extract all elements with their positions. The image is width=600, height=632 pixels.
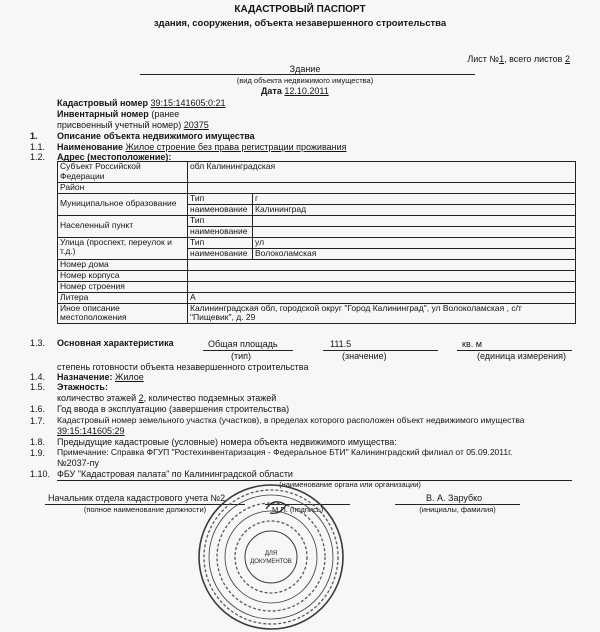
characteristic-unit: кв. м [462,339,482,349]
caption-unit: (единица измерения) [477,351,566,361]
section-1-10-num: 1.10. [30,469,51,479]
address-table [57,161,576,324]
section-1-2-title: Адрес (местоположение): [57,152,172,162]
table-row: наименование Калининград [58,204,576,215]
previous-number-row: присвоенный учетный номер) 20375 [57,120,209,130]
table-row: Номер корпуса [58,270,576,281]
cadastral-number-row: Кадастровый номер 39:15:141605:0:21 [57,98,226,108]
sheet-info: Лист №1, всего листов 2 [467,54,570,64]
table-row: Населенный пункт Тип [58,215,576,226]
characteristic-type: Общая площадь [208,339,278,349]
section-1-5-num: 1.5. [30,382,46,392]
document-subtitle: здания, сооружения, объекта незавершенного строительства [153,18,447,29]
section-1-9-line2: №2037-пу [57,458,100,468]
sheet-number: 1 [499,54,505,64]
object-name: Жилое строение без права регистрации проживания [125,142,347,152]
cadastral-number: 39:15:141605:0:21 [150,98,226,108]
inventory-number-row: Инвентарный номер (ранее [57,109,180,119]
table-row: Субъект Российской Федерации обл Калининградская [58,162,576,183]
caption-type: (тип) [231,351,252,361]
sheet-total: 2 [564,54,570,64]
object-type-caption: (вид объекта недвижимого имущества) [236,76,374,85]
table-row: наименование [58,226,576,237]
floors-row: количество этажей 2, количество подземных этажей [57,393,277,403]
section-1-3-num: 1.3. [30,338,46,348]
object-type-line [140,74,475,75]
document-title: КАДАСТРОВЫЙ ПАСПОРТ [234,4,366,15]
table-row: Литера А [58,292,576,303]
characteristic-value: 111.5 [330,339,352,349]
section-1-7: Кадастровый номер земельного участка (участков), в пределах которого расположен объект недвижимого имущества [57,415,525,425]
name-caption: (инициалы, фамилия) [419,505,496,514]
table-row: Иное описание местоположения Калининградская обл, городской округ "Город Калининград", ул Волоколамская , с/т "Пищевик", д. 29 [58,303,576,324]
section-1-8-num: 1.8. [30,437,46,447]
stamp-text: ДОКУМЕНТОВ [250,559,292,565]
purpose-value: Жилое [115,372,144,382]
table-row: Муниципальное образование Тип г [58,193,576,204]
floors-value: 2 [138,393,144,403]
table-row: Улица (проспект, переулок и т.д.) Тип ул [58,237,576,248]
section-1-title: Описание объекта недвижимого имущества [57,131,255,141]
readiness-label: степень готовности объекта незавершенного строительства [57,362,309,372]
organization-name: ФБУ "Кадастровая палата" по Калининградской области [57,469,293,479]
organization-caption: (наименование органа или организации) [279,480,421,489]
signatory-position: Начальник отдела кадастрового учета №2 [48,493,226,503]
section-1-4: Назначение: Жилое [57,372,144,382]
section-1-7-num: 1.7. [30,416,46,426]
section-1-6: Год ввода в эксплуатацию (завершения строительства) [57,404,290,414]
official-stamp [196,482,346,632]
section-1-2-num: 1.2. [30,152,46,162]
signatory-name: В. А. Зарубко [426,493,483,503]
object-type: Здание [289,64,321,74]
table-row: наименование Волоколамская [58,248,576,259]
mp-caption: М.П. (подпись) [272,505,324,514]
caption-value: (значение) [342,351,387,361]
table-row: Номер дома [58,259,576,270]
table-row: Район [58,182,576,193]
land-plot-number: 39:15:141605:29 [57,426,125,436]
section-1-9: Примечание: Справка ФГУП "Ростехинвентаризация - Федеральное БТИ" Калининградский филиал от 05.09.2011г. [57,447,513,457]
date-value: 12.10.2011 [284,86,329,96]
section-1-9-num: 1.9. [30,448,46,458]
section-1-8: Предыдущие кадастровые (условные) номера объекта недвижимого имущества: [57,437,397,447]
section-1-5-label: Этажность: [57,382,108,392]
section-1-num: 1. [30,131,38,141]
previous-number: 20375 [183,120,209,130]
section-1-4-num: 1.4. [30,372,46,382]
section-1-1: Наименование Жилое строение без права регистрации проживания [57,142,347,152]
stamp-text: ДЛЯ [264,551,278,557]
characteristics-label: Основная характеристика [57,338,174,348]
section-1-6-num: 1.6. [30,404,46,414]
date-row: Дата 12.10.2011 [261,86,329,96]
table-row: Номер строения [58,281,576,292]
position-caption: (полное наименование должности) [83,505,207,514]
section-1-1-num: 1.1. [30,142,46,152]
